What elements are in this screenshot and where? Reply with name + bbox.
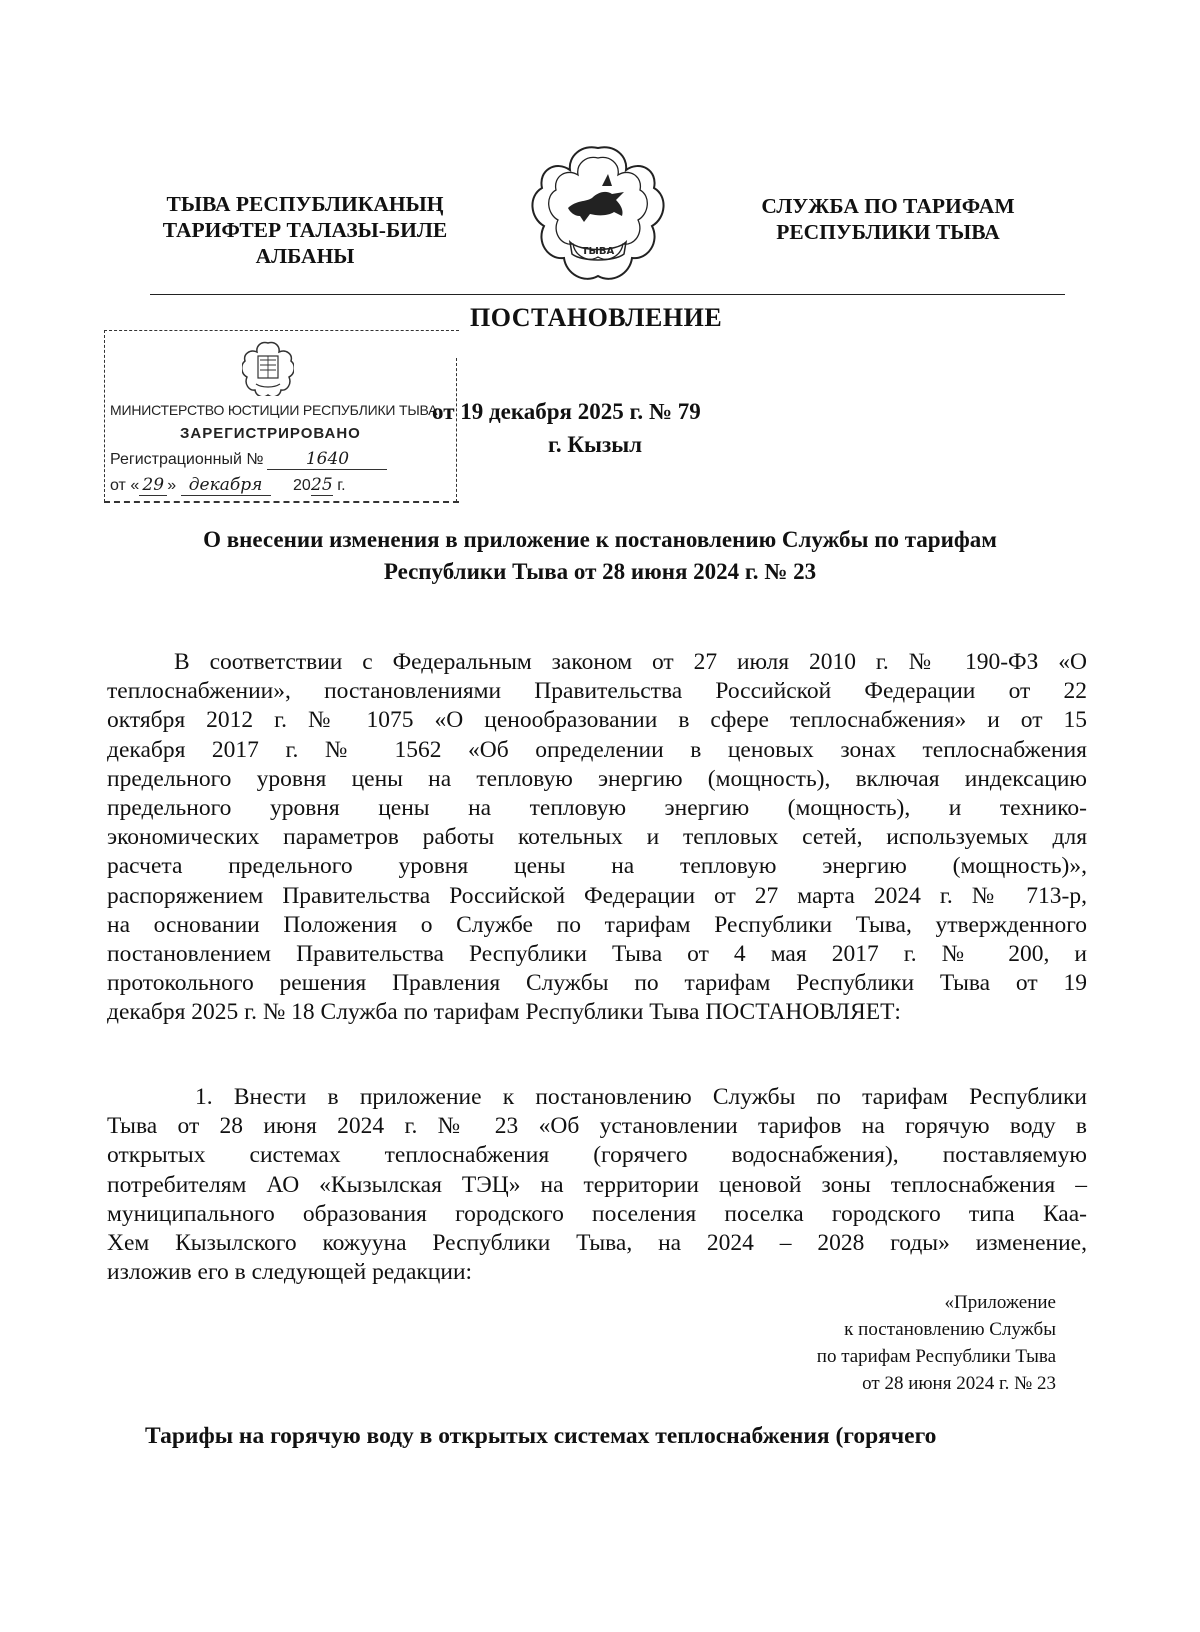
stamp-status: ЗАРЕГИСТРИРОВАНО	[180, 425, 361, 442]
preamble-line: постановлением Правительства Республики Тыва от 4 мая 2017 г. № 200, и	[107, 941, 1087, 968]
document-title	[120, 524, 1080, 588]
preamble-line: декабря 2025 г. № 18 Служба по тарифам Республики Тыва ПОСТАНОВЛЯЕТ:	[107, 999, 901, 1026]
stamp-registration-number-row	[110, 449, 387, 470]
stamp-date-day-close: »	[167, 477, 177, 494]
tariff-table-title: Тарифы на горячую воду в открытых системах теплоснабжения (горячего	[145, 1423, 937, 1449]
document-kind: ПОСТАНОВЛЕНИЕ	[470, 303, 723, 332]
preamble-line: протокольного решения Правления Службы по тарифам Республики Тыва от 19	[107, 970, 1087, 997]
stamp-number-label: Регистрационный №	[110, 451, 264, 468]
issuer-russian-line-1: СЛУЖБА ПО ТАРИФАМ	[761, 194, 1015, 218]
item-1-line: потребителям АО «Кызылская ТЭЦ» на территории ценовой зоны теплоснабжения –	[107, 1171, 1087, 1198]
issuer-name-tuvan	[135, 191, 475, 269]
item-1-line: 1. Внести в приложение к постановлению Службы по тарифам Республики	[195, 1084, 1087, 1110]
document-city: г. Кызыл	[548, 432, 643, 457]
appendix-ref-line: «Приложение	[944, 1292, 1056, 1313]
stamp-number-value: 1640	[267, 449, 387, 470]
registration-stamp	[104, 330, 459, 505]
stamp-border-right	[456, 358, 457, 502]
preamble-line: декабря 2017 г. № 1562 «Об определении в ценовых зонах теплоснабжения	[107, 736, 1087, 763]
stamp-date-year-unit: г.	[337, 477, 346, 494]
preamble-line: расчета предельного уровня цены на тепловую энергию (мощность)»,	[107, 853, 1087, 880]
stamp-date-prefix: от «	[110, 477, 140, 494]
item-1-line: Тыва от 28 июня 2024 г. № 23 «Об установлении тарифов на горячую воду в	[107, 1113, 1087, 1140]
appendix-ref-line: от 28 июня 2024 г. № 23	[862, 1373, 1056, 1394]
preamble-paragraph	[107, 648, 1087, 1028]
issuer-tuvan-line-2: ТАРИФТЕР ТАЛАЗЫ-БИЛЕ	[162, 218, 448, 242]
title-line-1: О внесении изменения в приложение к постановлению Службы по тарифам	[203, 527, 997, 552]
preamble-line: экономических параметров работы котельных и тепловых сетей, используемых для	[107, 824, 1087, 851]
stamp-date-year-suffix: 25	[311, 475, 333, 495]
stamp-border-left	[104, 330, 105, 502]
appendix-reference	[700, 1289, 1056, 1397]
item-1-line: изложив его в следующей редакции:	[107, 1259, 473, 1286]
stamp-border-bottom	[104, 501, 459, 503]
stamp-date-row	[110, 475, 346, 496]
stamp-date-day: 29	[139, 475, 167, 496]
preamble-line: теплоснабжении», постановлениями Правительства Российской Федерации от 22	[107, 678, 1087, 705]
item-1-line: открытых системах теплоснабжения (горячего водоснабжения), поставляемую	[107, 1142, 1087, 1169]
issuer-tuvan-line-1: ТЫВА РЕСПУБЛИКАНЫҢ	[166, 192, 444, 216]
issuer-russian-line-2: РЕСПУБЛИКИ ТЫВА	[776, 220, 1000, 244]
appendix-ref-line: к постановлению Службы	[844, 1319, 1056, 1340]
stamp-border-top	[104, 330, 459, 331]
ministry-emblem-icon	[242, 340, 294, 396]
preamble-line: на основании Положения о Службе по тарифам Республики Тыва, утвержденного	[107, 911, 1087, 938]
preamble-line: распоряжением Правительства Российской Федерации от 27 марта 2024 г. № 713-р,	[107, 882, 1087, 909]
preamble-line: октября 2012 г. № 1075 «О ценообразовании в сфере теплоснабжения» и от 15	[107, 707, 1087, 734]
tuva-coat-of-arms-icon	[528, 142, 668, 292]
issuer-tuvan-line-3: АЛБАНЫ	[255, 244, 355, 268]
issuer-name-russian	[738, 193, 1038, 245]
appendix-ref-line: по тарифам Республики Тыва	[816, 1346, 1056, 1367]
preamble-line: предельного уровня цены на тепловую энергию (мощность), и технико-	[107, 795, 1087, 822]
stamp-date-year-prefix: 20	[293, 477, 311, 494]
preamble-line: В соответствии с Федеральным законом от 27 июля 2010 г. № 190-ФЗ «О	[174, 649, 1087, 675]
item-1-line: муниципального образования городского поселения поселка городского типа Каа-	[107, 1200, 1087, 1227]
preamble-line: предельного уровня цены на тепловую энергию (мощность), включая индексацию	[107, 765, 1087, 792]
stamp-ministry: МИНИСТЕРСТВО ЮСТИЦИИ РЕСПУБЛИКИ ТЫВА	[110, 402, 438, 418]
svg-text:ТЫВА: ТЫВА	[581, 246, 615, 257]
header-divider	[150, 294, 1065, 295]
item-1-paragraph	[107, 1083, 1087, 1287]
title-line-2: Республики Тыва от 28 июня 2024 г. № 23	[383, 559, 817, 584]
document-date-number: от 19 декабря 2025 г. № 79	[432, 399, 701, 424]
stamp-date-month: декабря	[181, 475, 271, 496]
item-1-line: Хем Кызылского кожууна Республики Тыва, на 2024 – 2028 годы» изменение,	[107, 1230, 1087, 1257]
